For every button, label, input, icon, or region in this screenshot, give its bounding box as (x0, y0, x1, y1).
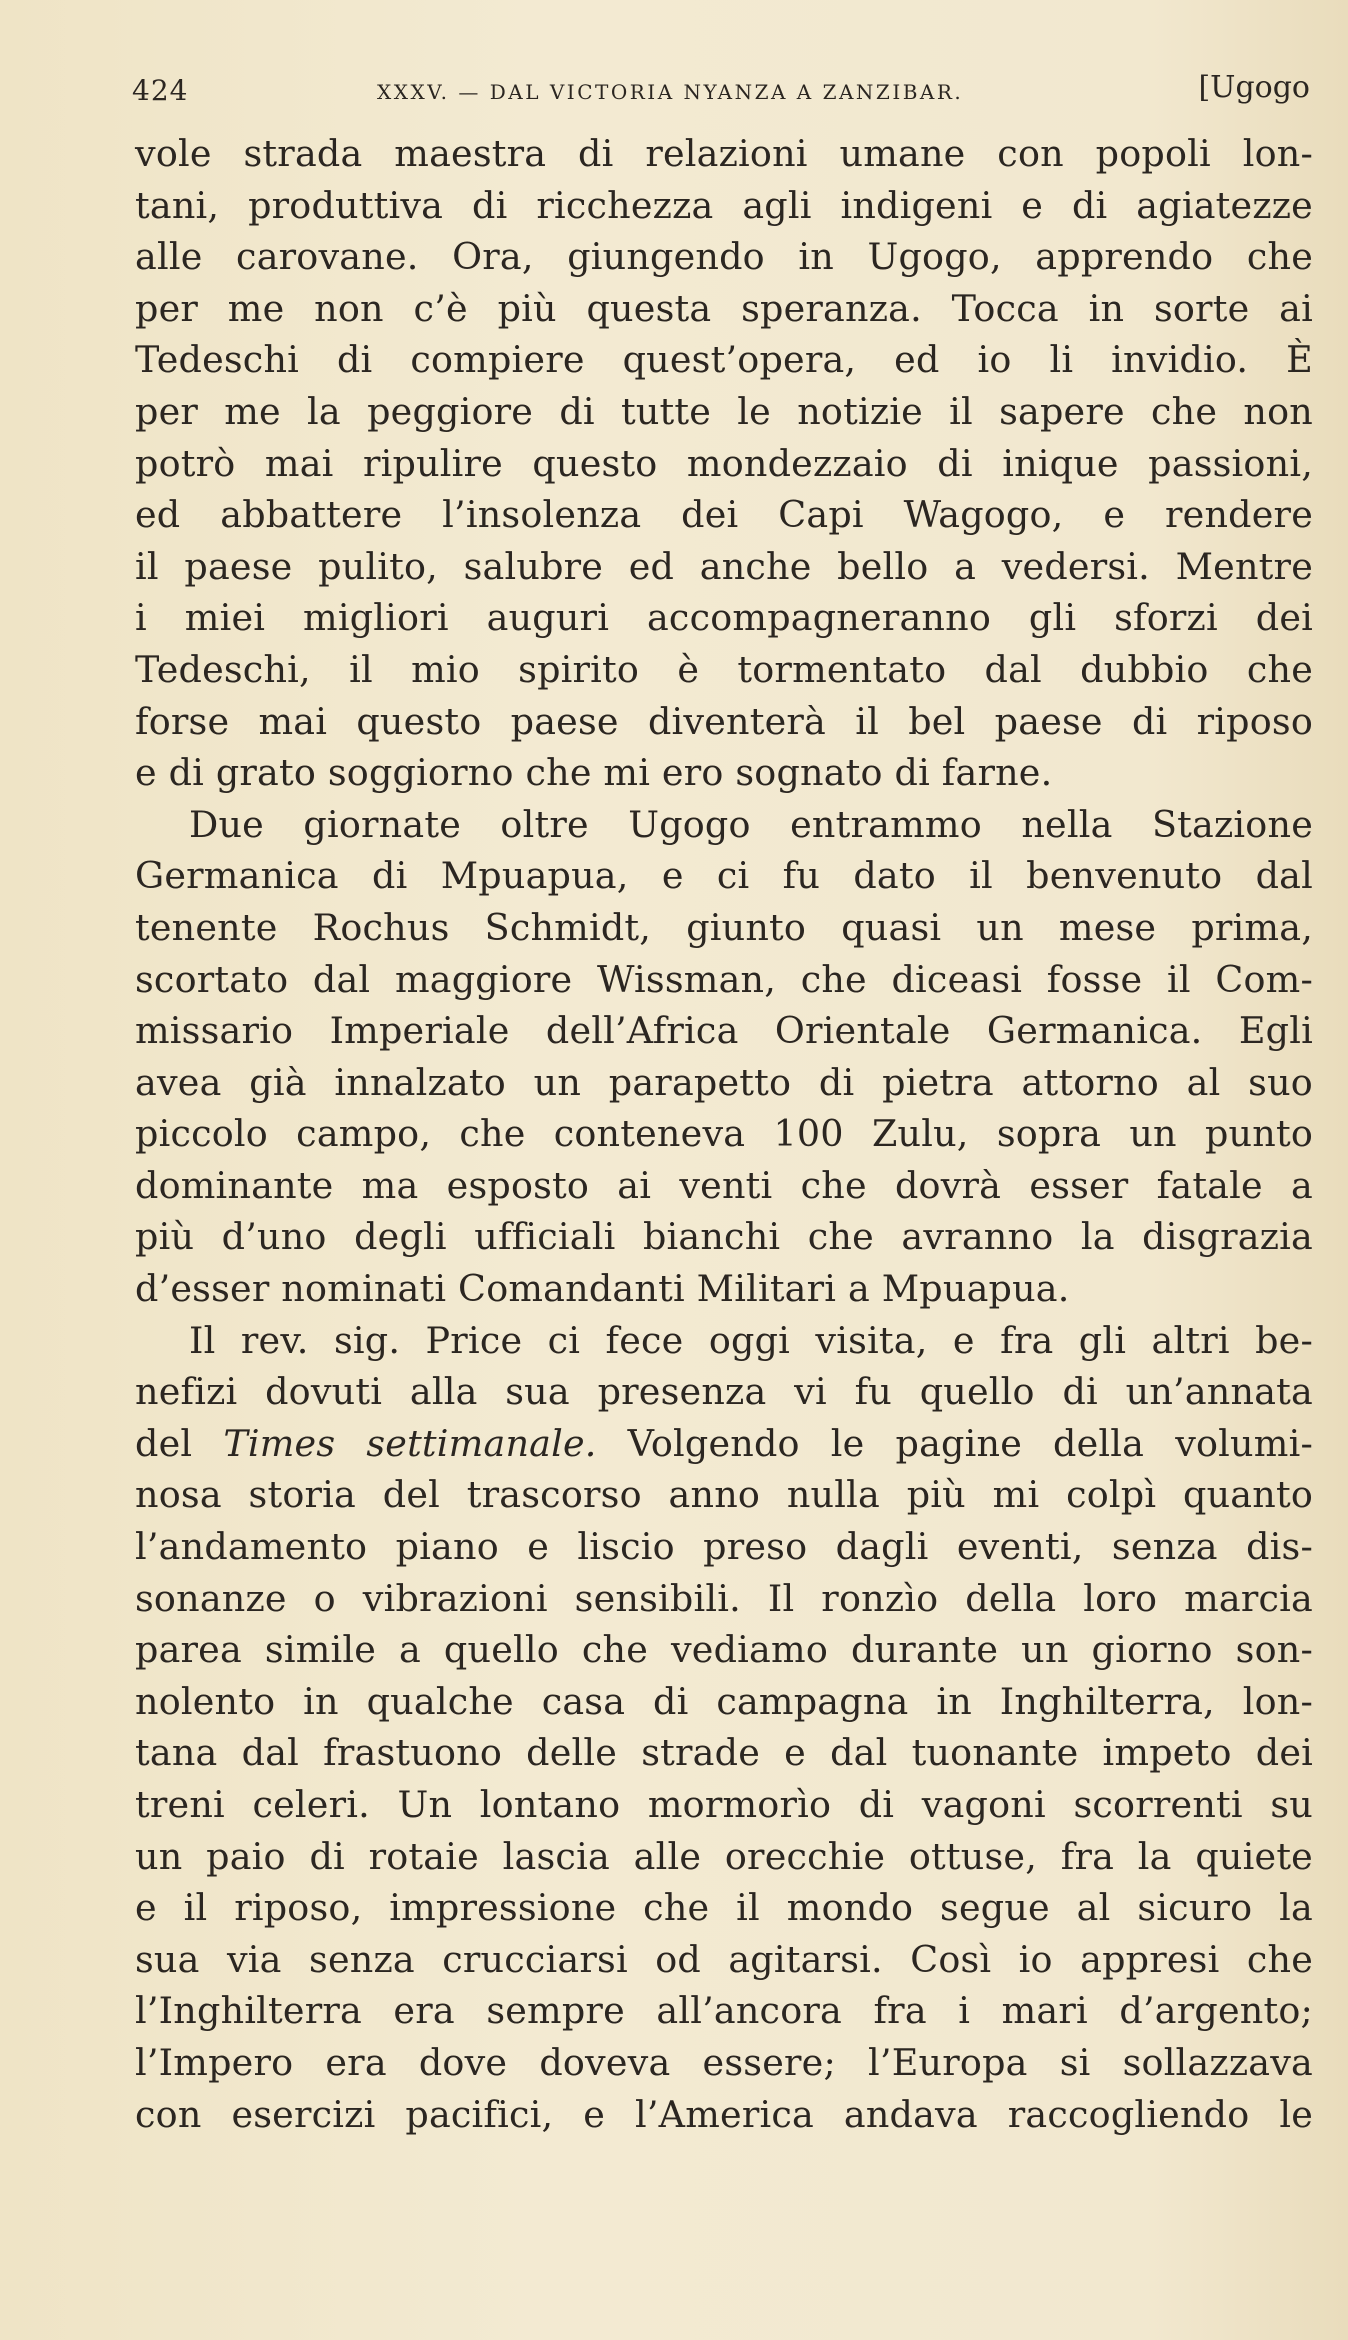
text-line-with-italic (135, 1418, 1313, 1470)
text-line: parea simile a quello che vediamo durante un giorno son- (135, 1628, 1313, 1672)
text-line: d’esser nominati Comandanti Militari a Mpuapua. (135, 1267, 1070, 1311)
text-line: nosa storia del trascorso anno nulla più mi colpì quanto (135, 1473, 1313, 1517)
section-tag: [Ugogo (1198, 70, 1310, 105)
text-line: Il rev. sig. Price ci fece oggi visita, e fra gli altri be- (189, 1318, 1313, 1362)
italic-title: Times settimanale. (223, 1421, 597, 1465)
text-line: piccolo campo, che conteneva 100 Zulu, sopra un punto (135, 1112, 1313, 1156)
text-line: nefizi dovuti alla sua presenza vi fu quello di un’annata (135, 1370, 1313, 1414)
text-line: dominante ma esposto ai venti che dovrà esser fatale a (135, 1163, 1313, 1207)
page-number: 424 (132, 74, 189, 107)
text-line: sua via senza crucciarsi od agitarsi. Così io appresi che (135, 1937, 1313, 1981)
text-line: treni celeri. Un lontano mormorìo di vagoni scorrenti su (135, 1783, 1313, 1826)
text-line: tenente Rochus Schmidt, giunto quasi un mese prima, (135, 905, 1313, 949)
text-line: vole strada maestra di relazioni umane con popoli lon- (135, 132, 1313, 175)
text-line: Germanica di Mpuapua, e ci fu dato il benvenuto dal (135, 854, 1313, 898)
paragraph (135, 799, 1313, 1315)
text-line: ed abbattere l’insolenza dei Capi Wagogo, e rendere (135, 493, 1313, 537)
text-line: tani, produttiva di ricchezza agli indigeni e di agiatezze (135, 183, 1313, 227)
text-line: più d’uno degli ufficiali bianchi che avranno la disgrazia (135, 1215, 1313, 1259)
text-line: il paese pulito, salubre ed anche bello a vedersi. Mentre (135, 544, 1313, 588)
text-line: per me non c’è più questa speranza. Tocca in sorte ai (135, 286, 1313, 330)
text-line: potrò mai ripulire questo mondezzaio di inique passioni, (135, 441, 1313, 485)
text-line: scortato dal maggiore Wissman, che diceasi fosse il Com- (135, 957, 1313, 1001)
text-line: Due giornate oltre Ugogo entrammo nella Stazione (189, 802, 1313, 846)
text-line: l’Impero era dove doveva essere; l’Europa si sollazzava (135, 2040, 1313, 2084)
text-line: e di grato soggiorno che mi ero sognato di farne. (135, 751, 1053, 795)
text-line: alle carovane. Ora, giungendo in Ugogo, apprendo che (135, 235, 1313, 279)
text-line: l’Inghilterra era sempre all’ancora fra i mari d’argento; (135, 1989, 1313, 2033)
text-line: avea già innalzato un parapetto di pietra attorno al suo (135, 1060, 1313, 1104)
text-line: Tedeschi di compiere quest’opera, ed io li invidio. È (135, 338, 1313, 382)
text-line: nolento in qualche casa di campagna in Inghilterra, lon- (135, 1679, 1313, 1723)
page-header (132, 70, 1310, 114)
text-line: con esercizi pacifici, e l’America andava raccogliendo le (135, 2092, 1313, 2136)
text-line: un paio di rotaie lascia alle orecchie ottuse, fra la quiete (135, 1834, 1313, 1878)
text-line: l’andamento piano e liscio preso dagli eventi, senza dis- (135, 1525, 1313, 1569)
text-line: i miei migliori auguri accompagneranno gli sforzi dei (135, 596, 1313, 640)
running-head: XXXV. — DAL VICTORIA NYANZA A ZANZIBAR. (377, 80, 964, 104)
text-line: e il riposo, impressione che il mondo segue al sicuro la (135, 1886, 1313, 1930)
text-segment: Volgendo le pagine della volumi- (596, 1421, 1313, 1465)
text-line: missario Imperiale dell’Africa Orientale Germanica. Egli (135, 1009, 1313, 1053)
paragraph (135, 128, 1313, 799)
text-line: sonanze o vibrazioni sensibili. Il ronzìo della loro marcia (135, 1576, 1313, 1620)
text-line: per me la peggiore di tutte le notizie il sapere che non (135, 389, 1313, 433)
paragraph (135, 1315, 1313, 2141)
text-line: tana dal frastuono delle strade e dal tuonante impeto dei (135, 1731, 1313, 1775)
text-segment: del (135, 1421, 224, 1465)
text-line: Tedeschi, il mio spirito è tormentato dal dubbio che (135, 647, 1313, 691)
body-text (135, 128, 1313, 2140)
text-line: forse mai questo paese diventerà il bel paese di riposo (135, 699, 1313, 743)
